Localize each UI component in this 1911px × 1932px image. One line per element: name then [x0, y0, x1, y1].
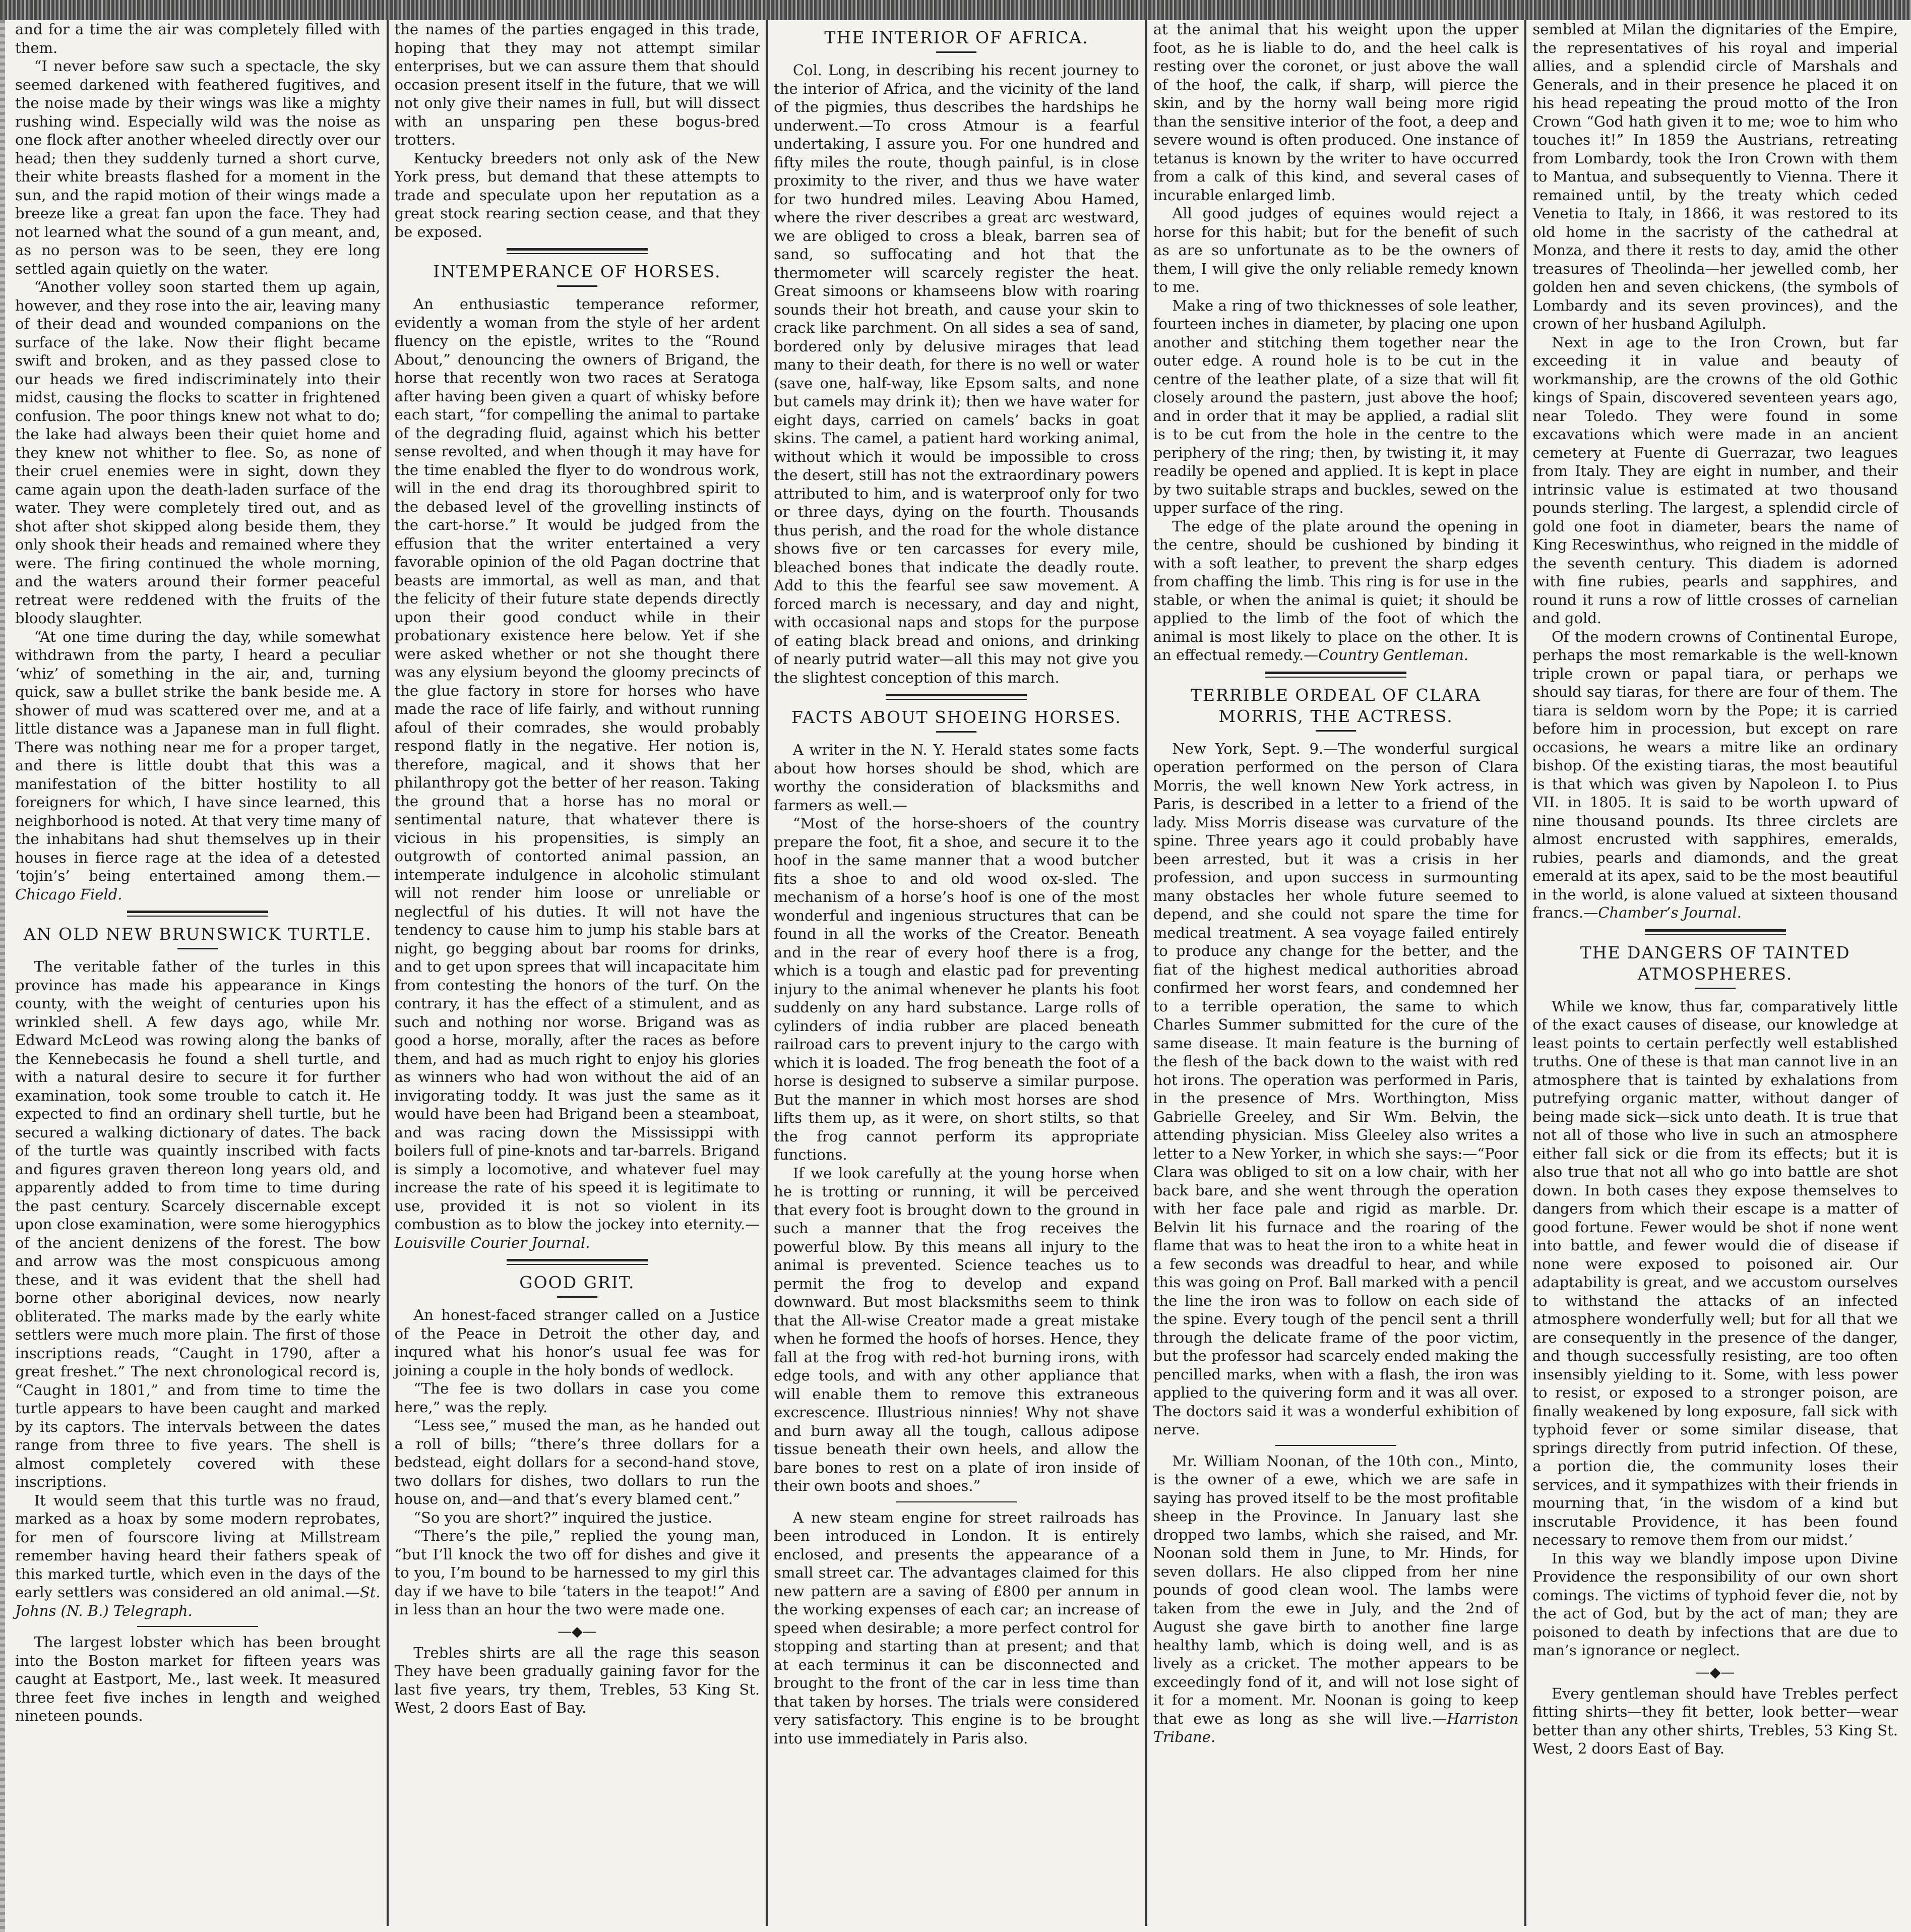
article-headline: THE INTERIOR OF AFRICA.: [824, 28, 1089, 47]
section-divider: [507, 248, 648, 254]
paragraph: [15, 628, 381, 904]
column-1: [10, 20, 386, 1926]
source-credit: Chamber’s Journal.: [1598, 904, 1742, 921]
column-5: [1527, 20, 1903, 1926]
paragraph: All good judges of equines would reject a horse for this habit; but for the benefit of such as are so unfortunate as to be the owners of them, I will give the only reliable remedy known to me.: [1153, 205, 1519, 295]
paragraph: A writer in the N. Y. Herald states some facts about how horses should be shod, which are worthy the consideration of blacksmiths and farmers as well.—: [774, 741, 1139, 814]
paragraph: [1532, 628, 1898, 922]
column-rule: [387, 20, 389, 1926]
section-divider: [507, 1259, 648, 1265]
advertisement: Trebles shirts are all the rage this season They have been gradually gaining favor for the last five years, try them, Trebles, 53 King St. West, 2 doors East of Bay.: [394, 1644, 760, 1716]
paragraph: [395, 295, 760, 1252]
paragraph: [15, 1491, 381, 1620]
headline-rule: [557, 285, 597, 287]
paragraph: “The fee is two dollars in case you come here,” was the reply.: [394, 1380, 760, 1416]
paragraph: Make a ring of two thicknesses of sole leather, fourteen inches in diameter, by placing one upon another and stitching them together near the outer edge. A round hole is to be cut in the centre of the leather plate, of a size that will fit closely around the pastern, just above the hoof; and in order that it may be applied, a radial slit is to be cut from the hole in the centre to the periphery of the ring; then, by twisting it, it may readily be opened and applied. It is kept in place by two suitable straps and buckles, sewed on the upper surface of the ring.: [1153, 296, 1519, 516]
paragraph-text: An enthusiastic temperance reformer, evidently a woman from the style of her ardent fluency on the epistle, writes to the “Round About,” denouncing the owners of Brigand, the horse that recently won two races at Seratoga after having been given a quart of whisky before each start, “for compelling the animal to partake of the degrading fluid, against which his better sense revolted, and when though it may have for the time enabled the flyer to do wondrous work, will in the end drag its thoroughbred spirit to the debased level of the grovelling instincts of the cart-horse.” It would be judged from the effusion that the writer entertained a very favorable opinion of the old Pagan doctrine that beasts are immortal, as well as man, and that the felicity of their future state depends directly upon their good conduct while in their probationary existence here below. Yet if she were asked whether or not she thought there was any elysium beyond the gloomy precincts of the glue factory in store for horses who have made the race of life fairly, and without running afoul of their comrades, she would probably respond flatly in the negative. Her notion is, therefore, magical, and it shows that her philanthropy got the better of her reason. Taking the ground that a horse has no moral or sentimental nature, that whatever there is vicious in his propensities, is simply an outgrowth of contorted animal passion, an intemperate indulgence in alcoholic stimulant will not render him loose or unreliable or neglectful of his duties. It will not have the tendency to cause him to jump his stable bars at night, go begging about bar rooms for drinks, and to get upon sprees that will incapacitate him from contesting the honors of the turf. On the contrary, it has the effect of a stimulent, and as such and nothing nor worse. Brigand was as good a horse, morally, after the races as before them, and had as much right to enjoy his glories as winners who had won without the aid of an invigorating toddy. It was just the same as it would have been had Brigand been a steamboat, and was racing down the Mississippi with boilers full of pine-knots and tar-barrels. Brigand is simply a locomotive, and whatever fuel may increase the rate of his speed it is legitimate to use, provided it is not so violent in its combustion as to blow the jockey into eternity.—: [394, 295, 760, 1233]
paragraph: and for a time the air was completely filled with them.: [15, 21, 381, 56]
paragraph-text: “At one time during the day, while somewhat withdrawn from the party, I heard a peculiar ‘whiz’ of something in the air, and, turning quick, saw a bullet strike the bank beside me. A shower of mud was scattered over me, and at a little distance was a Japanese man in full flight. There was nothing near me for a proper target, and there is little doubt that this was a manifestation of the bitter hostility to all foreigners for which, I have since learned, this neighborhood is noted. At that very time many of the inhabitans had shut themselves up in their houses in fierce rage at the idea of a detested ‘tojin’s’ being entertained among them.—: [15, 628, 381, 884]
paragraph: Kentucky breeders not only ask of the New York press, but demand that these attempts to trade and speculate upon her reputation as a great stock rearing section cease, and that they be exposed.: [394, 149, 760, 240]
paragraph: “So you are short?” inquired the justice.: [413, 1508, 713, 1526]
column-rule: [1524, 20, 1526, 1926]
paragraph: [1153, 1452, 1519, 1746]
paragraph-text: The edge of the plate around the opening in the centre, should be cushioned by binding it with a soft leather, to prevent the sharp edges from chaffing the limb. This ring is for use in the stable, or when the animal is quiet; it should be applied to the limb of the foot of which the animal is most likely to place on the other. It is an effectual remedy.—: [1153, 517, 1519, 663]
paragraph: “Most of the horse-shoers of the country prepare the foot, fit a shoe, and secure it to the hoof in the same manner that a wood butcher fits a shoe to and old wood ox-sled. The mechanism of a horse’s hoof is one of the most wonderful and ingenious structures that can be found in all the works of the Creator. Beneath and in the rear of every hoof there is a frog, which is a tough and elastic pad for preventing injury to the animal whenever he plants his foot suddenly on any hard substance. Large rolls of cylinders of india rubber are placed beneath railroad cars to prevent injury to the cargo with which it is loaded. The frog beneath the foot of a horse is designed to subserve a similar purpose. But the manner in which most horses are shod lifts them up, as it were, on short stilts, so that the frog cannot perform its appropriate functions.: [774, 815, 1139, 1163]
paragraph: While we know, thus far, comparatively little of the exact causes of disease, our knowledge at least points to certain perfectly well established truths. One of these is that man cannot live in an atmosphere that is tainted by exhalations from putrefying organic matter, without danger of being made sick—sick unto death. It is true that not all of those who live in such an atmosphere either fall sick or die from its effects; but it is also true that not all who go into battle are shot down. In both cases they expose themselves to dangers from which their escape is a matter of good fortune. Fewer would be shot if none went into battle, and fewer would die of disease if none were exposed to poisoned air. Our adaptability is great, and we accustom ourselves to withstand the attacks of an infected atmosphere wonderfully well; but for all that we are consequently in the presence of the danger, and though successfully resisting, are too often insensibly yielding to it. Some, with less power to resist, or exposed to a stronger poison, are finally weakened by long exposure, fall sick with typhoid fever or some similar disease, that springs directly from putrid infection. Of these, a portion die, the community loses their services, and it sympathizes with their friends in mourning that, ‘in the wisdom of a kind but inscrutable Providence, it has been found necessary to remove them from our midst.’: [1532, 997, 1898, 1548]
headline-rule: [936, 731, 976, 733]
ornament-divider: —◆—: [1695, 1663, 1735, 1680]
column-2: [390, 20, 765, 1926]
paragraph-text: Of the modern crowns of Continental Europe, perhaps the most remarkable is the well-known triple crown or papal tiara, or perhaps we should say tiaras, for there are four of them. The tiara is seldom worn by the Pope; it is carried before him in procession, but except on rare occasions, he wears a mitre like an ordinary bishop. Of the existing tiaras, the most beautiful is that which was given by Napoleon I. to Pius VII. in 1805. It is said to be worth upward of nine thousand pounds. Its three circlets are almost encrusted with sapphires, emeralds, rubies, pearls and diamonds, and the great emerald at its apex, said to be the most beautiful in the world, is alone valued at sixteen thousand francs.—: [1532, 628, 1898, 921]
article-headline: TERRIBLE ORDEAL OF CLARA MORRIS, THE ACTRESS.: [1190, 685, 1482, 726]
headline-rule: [936, 51, 976, 53]
paragraph: The veritable father of the turles in this province has made his appearance in Kings county, with the weight of centuries upon his wrinkled shell. A few days ago, while Mr. Edward McLeod was rowing along the banks of the Kennebecasis he found a shell turtle, and with a natural desire to secure it for further examination, took some trouble to catch it. He expected to find an ordinary shell turtle, but he secured a walking dictionary of dates. The back of the turtle was quaintly inscribed with facts and figures graven thereon long years old, and apparently added to from time to time during the past century. Scarcely discernable except upon close examination, were some hierogyphics of the ancient denizens of the forest. The bow and arrow was the most conspicuous among these, and it was evident that the shell had borne other aboriginal devices, now nearly obliterated. The marks made by the early white settlers were much more plain. The first of those inscriptions reads, “Caught in 1790, after a great freshet.” The next chronological record is, “Caught in 1801,” and from time to time the turtle appears to have been caught and marked by its captors. The intervals between the dates range from three to five years. The shell is almost completely covered with these inscriptions.: [15, 958, 381, 1490]
article-headline: THE DANGERS OF TAINTED ATMOSPHERES.: [1580, 942, 1851, 984]
headline-rule: [177, 948, 218, 949]
source-credit: Louisville Courier Journal.: [394, 1234, 590, 1251]
headline-rule: [1695, 988, 1736, 989]
paragraph: “There’s the pile,” replied the young man, “but I’ll knock the two off for dishes and give it to you, I’m bound to be harnessed to my girl this day if we have to bile ‘taters in the teapot!” And in less than an hour the two were made one.: [394, 1527, 760, 1618]
column-rule: [766, 20, 768, 1926]
ornament-divider: —◆—: [558, 1622, 597, 1640]
paragraph: Next in age to the Iron Crown, but far exceeding it in value and beauty of workmanship, are the crowns of the old Gothic kings of Spain, discovered seventeen years ago, near Toledo. They were found in some excavations which were made in an ancient cemetery at Fuente di Guerrazar, two leagues from Italy. They are eight in number, and their intrinsic value is estimated at two thousand pounds sterling. The largest, a splendid circle of gold one foot in diameter, bears the name of King Receswinthus, who reigned in the middle of the seventh century. This diadem is adorned with fine rubies, pearls and sapphires, and round it runs a row of little crosses of carnelian and gold.: [1532, 333, 1898, 627]
paragraph: the names of the parties engaged in this trade, hoping that they may not attempt similar enterprises, but we can assure them that should occasion present itself in the future, that we will not only give their names in full, but will dissect with an unsparing pen these bogus-bred trotters.: [394, 21, 760, 148]
paragraph: An honest-faced stranger called on a Justice of the Peace in Detroit the other day, and inqured what his honor’s usual fee was for joining a couple in the holy bonds of wedlock.: [394, 1306, 760, 1379]
scan-left-border: [0, 20, 5, 1932]
section-divider: [896, 1501, 1017, 1502]
source-credit: Harriston Tribane.: [1153, 1710, 1519, 1745]
paragraph-text: It would seem that this turtle was no fraud, marked as a hoax by some modern reprobates, for men of fourscore living at Millstream remember having heard their fathers speak of this marked turtle, which even in the days of the early settlers was considered an old animal.—: [15, 1491, 381, 1601]
advertisement: Every gentleman should have Trebles perfect fitting shirts—they fit better, look better—wear better than any other shirts, Trebles, 53 King St. West, 2 doors East of Bay.: [1532, 1684, 1898, 1757]
paragraph: Col. Long, in describing his recent journey to the interior of Africa, and the vicinity of the land of the pigmies, thus describes the hardships he underwent.—To cross Atmour is a fearful undertaking, I assure you. For one hundred and fifty miles the route, though painful, is in close proximity to the river, and thus we have water for two hundred miles. Leaving Abou Hamed, where the river describes a great arc westward, we are obliged to cross a bleak, barren sea of sand, so suffocating and hot that the thermometer will scarcely register the heat. Great simoons or khamseens blow with roaring sounds their hot breath, and cause your skin to crack like parchment. On all sides a sea of sand, bordered only by delusive mirages that lead many to their death, for there is no well or water (save one, half-way, like Epsom salts, and none but camels may drink it); then we have water for eight days, carried on camels’ backs in goat skins. The camel, a patient hard working animal, without which it would be impossible to cross the desert, still has not the extraordinary powers attributed to him, and is waterproof only for two or three days, dying on the fourth. Thousands thus perish, and the road for the whole distance shows five or ten carcasses for every mile, bleached bones that indicate the deadly route. Add to this the fearful see saw movement. A forced march is necessary, and day and night, with occasional naps and stops for the purpose of eating black bread and onions, and drinking of nearly putrid water—all this may not give you the slightest conception of this march.: [774, 62, 1139, 686]
article-headline: AN OLD NEW BRUNSWICK TURTLE.: [23, 924, 372, 944]
paragraph: The largest lobster which has been brought into the Boston market for fifteen years was caught at Eastport, Me., last week. It measured three feet five inches in length and weighed nineteen pounds.: [15, 1634, 381, 1724]
paragraph: sembled at Milan the dignitaries of the Empire, the representatives of his royal and imperial allies, and a splendid circle of Marshals and Generals, and in their presence he placed it on his head repeating the proud motto of the Iron Crown “God hath given it to me; woe to him who touches it!” In 1859 the Austrians, retreating from Lombardy, took the Iron Crown with them to Mantua, and subsequently to Vienna. There it remained until, by the treaty which ceded Venetia to Italy, in 1866, it was restored to its old home in the sacristy of the cathedral at Monza, and there it rests to day, amid the other treasures of Theolinda—her jewelled comb, her golden hen and seven chickens, (the symbols of Lombardy and its seven provinces), and the crown of her husband Agilulph.: [1532, 21, 1898, 332]
section-divider: [886, 694, 1027, 700]
source-credit: Country Gentleman.: [1318, 646, 1469, 663]
paragraph: [1153, 517, 1519, 665]
source-credit: Chicago Field.: [15, 885, 122, 903]
section-divider: [1265, 672, 1406, 678]
paragraph: New York, Sept. 9.—The wonderful surgical operation performed on the person of Clara Morris, the well known New York actress, in Paris, is described in a letter to a friend of the lady. Miss Morris disease was curvature of the spine. Three years ago it could probably have been arrested, but it was a crisis in her profession, and upon success in surmounting many obstacles her whole future seemed to depend, and she could not spare the time for medical treatment. A sea voyage failed entirely to produce any change for the better, and the fiat of the highest medical authorities abroad confirmed her worst fears, and condemned her to a terrible operation, the same to which Charles Summer submitted for the cure of the same disease. It main feature is the burning of the flesh of the back down to the waist with red hot irons. The operation was performed in Paris, in the presence of Mrs. Worthington, Miss Gabrielle Greeley, and Sir Wm. Belvin, the attending physician. Miss Gleeley also writes a letter to a New Yorker, in which she says:—“Poor Clara was obliged to sit on a low chair, with her back bare, and she went through the operation with her face pale and rigid as marble. Dr. Belvin lit his furnace and the roaring of the flame that was to heat the iron to a white heat in a few seconds was dreadful to hear, and while this was going on Prof. Ball marked with a pencil the line the iron was to follow on each side of the spine. Every tough of the pencil sent a thrill through the delicate frame of the poor victim, but the professor had scarcely ended making the pencilled marks, when with a flash, the iron was applied to the quivering form and it was all over. The doctors said it was a wonderful exhibition of nerve.: [1153, 740, 1519, 1438]
source-credit: St. Johns (N. B.) Telegraph.: [15, 1584, 381, 1619]
section-divider: [137, 1626, 258, 1627]
article-headline: INTEMPERANCE OF HORSES.: [433, 262, 721, 281]
column-4: [1148, 20, 1524, 1926]
paragraph-text: Mr. William Noonan, of the 10th con., Minto, is the owner of a ewe, which we are safe in saying has proved itself to be the most profitable sheep in the Province. In January last she dropped two lambs, which she raised, and Mr. Noonan sold them in June, to Mr. Hinds, for seven dollars. He also clipped from her nine pounds of good clean wool. The lambs were taken from the ewe in July, and the 2nd of August she gave birth to another fine large healthy lamb, which is doing well, and is as lively as a cricket. The mother appears to be exceedingly fond of it, and will not lose sight of it for a moment. Mr. Noonan is going to keep that ewe as long as she will live.—: [1153, 1452, 1519, 1727]
newspaper-page: [10, 20, 1903, 1926]
column-rule: [1145, 20, 1147, 1926]
article-headline: FACTS ABOUT SHOEING HORSES.: [791, 707, 1122, 727]
section-divider: [1645, 929, 1786, 935]
section-divider: [1275, 1445, 1396, 1446]
paragraph: “I never before saw such a spectacle, the sky seemed darkened with feathered fugitives, and the noise made by their wings was like a mighty rushing wind. Especially wild was the noise as one flock after another wheeled directly over our head; then they suddenly turned a short curve, their white breasts flashed for a moment in the sun, and the rapid motion of their wings made a breeze like a great fan upon the face. They had not learned what the sound of a gun meant, and, as no person was to be seen, they ere long settled again quietly on the water.: [15, 57, 381, 277]
article-headline: GOOD GRIT.: [519, 1273, 635, 1292]
paragraph: If we look carefully at the young horse when he is trotting or running, it will be perceived that every foot is brought down to the ground in such a manner that the frog receives the powerful blow. By this means all injury to the animal is prevented. Science teaches us to permit the frog to develop and expand downward. But most blacksmiths seem to think that the All-wise Creator made a great mistake when he formed the hoofs of horses. Hence, they fall at the frog with red-hot burning irons, with edge tools, and with any other appliance that will enable them to remove this extraneous excrescence. Illustrious ninnies! Why not shave and burn away all the tough, callous adipose tissue beneath their own heels, and allow the bare bones to rest on a plate of iron inside of their own boots and shoes.”: [774, 1164, 1139, 1494]
paragraph: “Another volley soon started them up again, however, and they rose into the air, leaving many of their dead and wounded companions on the surface of the lake. Now their flight became swift and broken, and as they passed close to our heads we fired indiscriminately into their midst, causing the flocks to scatter in frightened confusion. The poor things knew not what to do; the lake had always been their quiet home and they knew not whither to flee. So, as none of their cruel enemies were in sight, down they came again upon the death-laden surface of the water. They were completely tired out, and as shot after shot skipped along beside them, they only shook their heads and remained where they were. The firing continued the whole morning, and the waters around their former peaceful retreat were reddened with the fruits of the bloody slaughter.: [15, 278, 381, 627]
section-divider: [127, 911, 268, 917]
headline-rule: [1316, 730, 1356, 732]
paragraph: “Less see,” mused the man, as he handed out a roll of bills; “there’s three dollars for a bedstead, eight dollars for a second-hand stove, two dollars for dishes, two dollars to run the house on, and—and that’s every blamed cent.”: [394, 1417, 760, 1507]
scan-top-border: [0, 0, 1911, 20]
paragraph: A new steam engine for street railroads has been introduced in London. It is entirely enclosed, and presents the appearance of a small street car. The advantages claimed for this new pattern are a saving of £800 per annum in the working expenses of each car; an increase of speed when desirable; a more perfect control for stopping and starting than at present; and that at each terminus it can be disconnected and brought to the front of the car in less time than that taken by horses. The trials were considered very satisfactory. This engine is to be brought into use immediately in Paris also.: [774, 1508, 1139, 1747]
headline-rule: [557, 1296, 597, 1298]
paragraph: In this way we blandly impose upon Divine Providence the responsibility of our own short comings. The victims of typhoid fever die, not by the act of God, but by the act of man; they are poisoned to death by infections that are due to man’s ignorance or neglect.: [1532, 1549, 1898, 1659]
paragraph: at the animal that his weight upon the upper foot, as he is liable to do, and the heel calk is resting over the coronet, or just above the wall of the hoof, the calk, if sharp, will pierce the skin, and by the horny wall being more rigid than the sensitive interior of the foot, a deep and severe wound is often produced. One instance of tetanus is known by the writer to have occurred from a calk of this kind, and several cases of incurable enlarged limb.: [1153, 21, 1519, 204]
column-3: [769, 20, 1144, 1926]
